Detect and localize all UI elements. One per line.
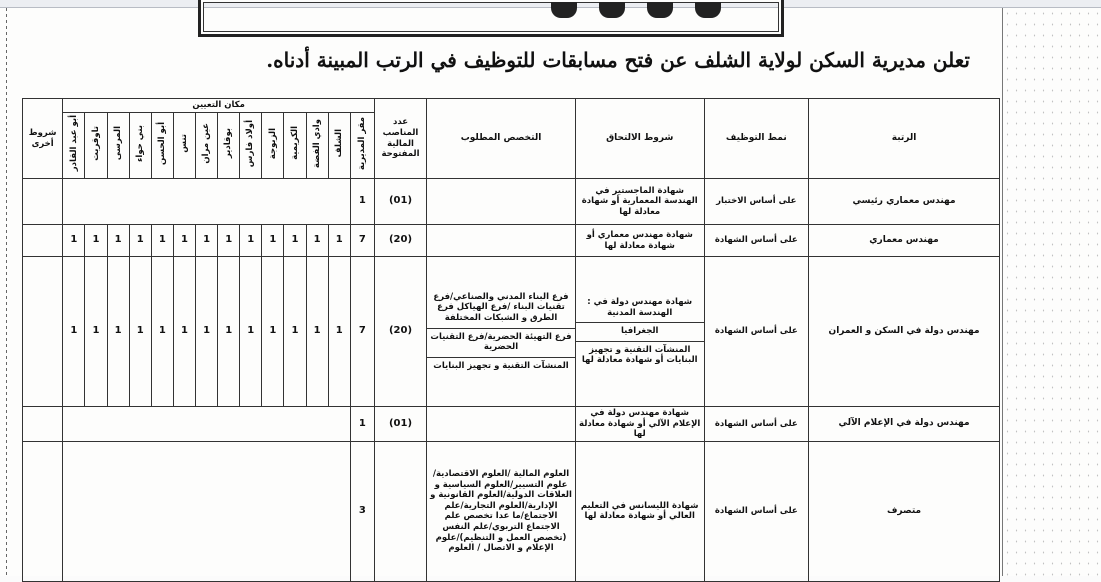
location-value: 1 — [63, 225, 85, 257]
location-value: 1 — [306, 257, 328, 407]
location-value: 1 — [107, 225, 129, 257]
location-value: 1 — [240, 257, 262, 407]
header-cropped-text — [551, 2, 721, 18]
header-place: مكان التعيين — [63, 99, 375, 113]
locations-empty-cell — [63, 179, 350, 225]
header-posts: عدد المناصب المالية المفتوحة — [374, 99, 426, 179]
location-value: 1 — [262, 225, 284, 257]
specialty-cell: العلوم المالية /العلوم الاقتصادية/ علوم التسيير/العلوم السياسية و العلاقات الدولية/العلوم القانونية و الإدارية/العلوم التجارية/علم الاجتماع/ما عدا تخصص علم الاجتماع التربوي/علم النفس (تخصص العمل و التنظيم)/علوم الإعلام و الاتصال / العلوم — [427, 441, 576, 581]
locations-empty-cell — [63, 407, 350, 442]
locations-empty-cell — [63, 441, 350, 581]
table-row — [23, 225, 1000, 257]
location-value: 1 — [63, 257, 85, 407]
location-header: الكريمية — [284, 113, 306, 179]
specialty-technical: المنشآت التقنية و تجهيز البنايات — [427, 357, 575, 372]
location-header: الزبوجة — [262, 113, 284, 179]
specialty-cell — [427, 257, 576, 407]
mode-cell: على أساس الشهادة — [704, 257, 809, 407]
header-other: شروط أخرى — [23, 99, 63, 179]
location-value: 1 — [218, 257, 240, 407]
location-header: أبو الحسن — [151, 113, 173, 179]
mode-cell: على أساس الاختبار — [704, 179, 809, 225]
other-cell — [23, 225, 63, 257]
location-header: الشلف — [328, 113, 350, 179]
location-value: 1 — [107, 257, 129, 407]
location-header: وادي الفضة — [306, 113, 328, 179]
other-cell — [23, 179, 63, 225]
recruitment-table — [22, 98, 1000, 582]
mode-cell: على أساس الشهادة — [704, 407, 809, 442]
location-header: مقر المديرية — [350, 113, 374, 179]
other-cell — [23, 257, 63, 407]
rank-cell: مهندس معماري رئيسي — [809, 179, 1000, 225]
location-value: 1 — [240, 225, 262, 257]
scan-noise — [1003, 8, 1101, 576]
location-header: عين مران — [196, 113, 218, 179]
header-mode: نمط التوظيف — [704, 99, 809, 179]
table-row — [23, 407, 1000, 442]
hq-cell: 1 — [350, 179, 374, 225]
location-header: أبو عبد القادر — [63, 113, 85, 179]
location-header: بوقادير — [218, 113, 240, 179]
location-header: المرسى — [107, 113, 129, 179]
conditions-cell: شهادة الماجستير في الهندسة المعمارية أو شهادة معادلة لها — [575, 179, 704, 225]
location-value: 1 — [284, 257, 306, 407]
location-value: 1 — [173, 257, 195, 407]
posts-cell: (20) — [374, 225, 426, 257]
location-value: 1 — [196, 257, 218, 407]
hq-cell: 7 — [350, 257, 374, 407]
location-value: 1 — [262, 257, 284, 407]
conditions-cell: شهادة مهندس دولة في الإعلام الآلي أو شهادة معادلة لها — [575, 407, 704, 442]
location-value: 1 — [284, 225, 306, 257]
specialty-cell — [427, 179, 576, 225]
location-value: 1 — [85, 225, 107, 257]
location-header: تاوقريت — [85, 113, 107, 179]
condition-technical: المنشآت التقنية و تجهيز البنايات أو شهادة معادلة لها — [576, 341, 704, 366]
table-row — [23, 179, 1000, 225]
other-cell — [23, 407, 63, 442]
header-rank: الرتبة — [809, 99, 1000, 179]
rank-cell: مهندس دولة في السكن و العمران — [809, 257, 1000, 407]
rank-cell: مهندس دولة في الإعلام الآلي — [809, 407, 1000, 442]
hq-cell: 7 — [350, 225, 374, 257]
location-value: 1 — [306, 225, 328, 257]
location-value: 1 — [85, 257, 107, 407]
other-cell — [23, 441, 63, 581]
location-header: تنس — [173, 113, 195, 179]
table-row — [23, 441, 1000, 581]
rank-cell: متصرف — [809, 441, 1000, 581]
hq-cell: 1 — [350, 407, 374, 442]
location-header: أولاد فارس — [240, 113, 262, 179]
location-value: 1 — [173, 225, 195, 257]
specialty-cell — [427, 225, 576, 257]
posts-cell — [374, 441, 426, 581]
conditions-cell: شهادة مهندس معماري أو شهادة معادلة لها — [575, 225, 704, 257]
location-value: 1 — [218, 225, 240, 257]
location-value: 1 — [328, 257, 350, 407]
page-left-edge — [6, 8, 7, 576]
rank-cell: مهندس معماري — [809, 225, 1000, 257]
location-value: 1 — [328, 225, 350, 257]
specialty-civil: فرع البناء المدني والصناعي/فرع تقنيات البناء /فرع الهياكل فرع الطرق و الشبكات المختلفة — [433, 291, 569, 323]
condition-geography: الجغرافيا — [576, 322, 704, 337]
header-conditions: شروط الالتحاق — [575, 99, 704, 179]
specialty-urban: فرع التهيئة الحضرية/فرع التقنيات الحضرية — [427, 328, 575, 353]
announcement-title: تعلن مديرية السكن لولاية الشلف عن فتح مسابقات للتوظيف في الرتب المبينة أدناه. — [266, 48, 970, 72]
location-value: 1 — [196, 225, 218, 257]
location-value: 1 — [151, 257, 173, 407]
condition-civil-engineering: شهادة مهندس دولة في : الهندسة المدنية — [587, 296, 693, 318]
location-value: 1 — [129, 257, 151, 407]
specialty-cell — [427, 407, 576, 442]
header-specialty: التخصص المطلوب — [427, 99, 576, 179]
mode-cell: على أساس الشهادة — [704, 441, 809, 581]
location-value: 1 — [129, 225, 151, 257]
conditions-cell — [575, 257, 704, 407]
posts-cell: (01) — [374, 179, 426, 225]
location-value: 1 — [151, 225, 173, 257]
hq-cell: 3 — [350, 441, 374, 581]
logo-header-frame — [198, 0, 784, 37]
table-row — [23, 257, 1000, 407]
posts-cell: (01) — [374, 407, 426, 442]
posts-cell: (20) — [374, 257, 426, 407]
conditions-cell: شهادة الليسانس في التعليم العالي أو شهادة معادلة لها — [575, 441, 704, 581]
location-header: بني حواء — [129, 113, 151, 179]
mode-cell: على أساس الشهادة — [704, 225, 809, 257]
